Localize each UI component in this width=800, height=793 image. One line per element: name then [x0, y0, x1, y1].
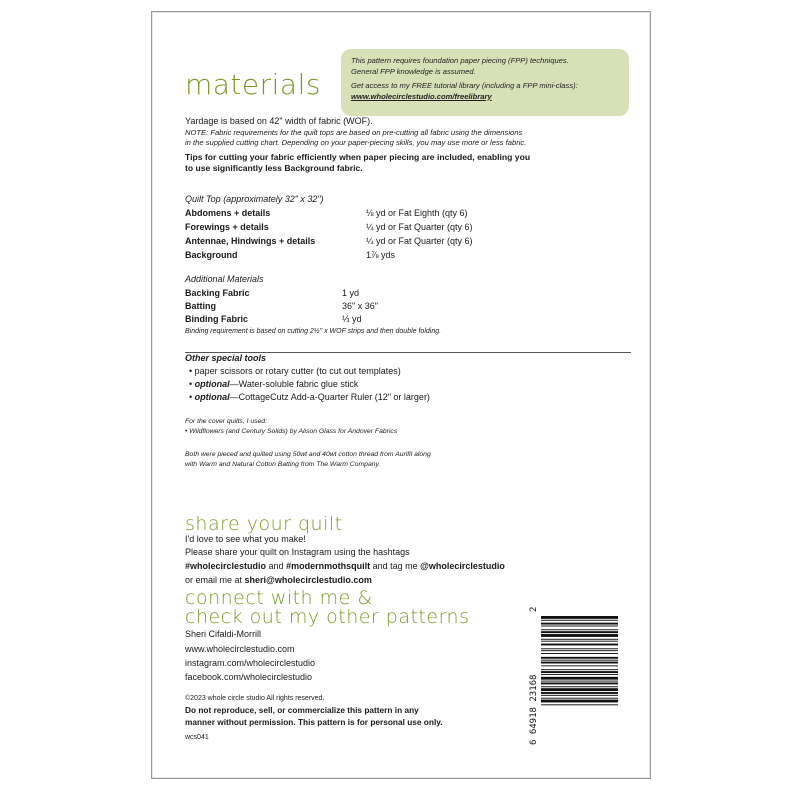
author-name: Sheri Cifaldi-Morrill [185, 629, 262, 639]
tool-item-2: • optional—Water-soluble fabric glue stick [189, 379, 359, 389]
barcode-bar [541, 634, 618, 637]
material-row [185, 221, 473, 233]
barcode-bar [541, 683, 618, 685]
material-label: Backing Fabric [185, 288, 250, 298]
tool-item-1: • paper scissors or rotary cutter (to cut out templates) [189, 366, 401, 376]
hashtag-modernmothsquilt[interactable]: #modernmothsquilt [286, 561, 371, 571]
cover-note-line-2: • Wildflowers (and Century Solids) by Alison Glass for Andover Fabrics [185, 428, 398, 435]
notice-line-2: General FPP knowledge is assumed. [351, 66, 476, 76]
cover-note-line-4: with Warm and Natural Cotton Batting from The Warm Company. [185, 461, 381, 468]
barcode-bar [541, 662, 618, 664]
copyright: ©2023 whole circle studio All rights reserved. [185, 695, 325, 702]
material-value: ¼ yd or Fat Quarter (qty 6) [366, 222, 473, 232]
share-email-line: or email me at sheri@wholecirclestudio.com [185, 575, 372, 585]
barcode-bar [541, 692, 618, 694]
material-value: ¼ yd or Fat Quarter (qty 6) [366, 236, 473, 246]
material-value: ⅓ yd [342, 314, 362, 324]
barcode-bar [541, 669, 618, 670]
fabric-note-line-1: NOTE: Fabric requirements for the quilt tops are based on pre-cutting all fabric using the dimensions [185, 128, 523, 137]
barcode-bar [541, 648, 618, 649]
barcode-check-digit: 2 [529, 606, 539, 612]
barcode-bar [541, 671, 618, 673]
barcode-bar [541, 660, 618, 661]
legal-line-2: manner without permission. This pattern is for personal use only. [185, 717, 443, 727]
barcode-digits: 6 64918 23168 [529, 674, 539, 745]
notice-line-1: This pattern requires foundation paper piecing (FPP) techniques. [351, 56, 569, 65]
cover-note-line-1: For the cover quilts, I used: [185, 418, 267, 425]
barcode-bar [541, 704, 618, 705]
tips-line-1: Tips for cutting your fabric efficiently when paper piecing are included, enabling you [185, 152, 531, 162]
pattern-code: wcs041 [185, 734, 209, 741]
email-link[interactable]: sheri@wholecirclestudio.com [244, 575, 372, 585]
barcode-bar [541, 631, 618, 633]
tool-item-3: • optional—CottageCutz Add-a-Quarter Ruler (12" or larger) [189, 392, 430, 402]
barcode-bar [541, 626, 618, 627]
binding-note: Binding requirement is based on cutting 2½" x WOF strips and then double folding. [185, 328, 442, 335]
tools-heading: Other special tools [185, 353, 267, 363]
upc-barcode [527, 612, 620, 747]
fabric-note-line-2: in the supplied cutting chart. Depending on your paper-piecing skills, you may use more or less fabric. [185, 138, 527, 147]
share-line-2: Please share your quilt on Instagram using the hashtags [185, 547, 410, 557]
share-line-1: I'd love to see what you make! [185, 534, 306, 544]
legal-line-1: Do not reproduce, sell, or commercialize this pattern in any [185, 705, 419, 715]
instagram-link[interactable]: instagram.com/wholecirclestudio [185, 658, 316, 668]
material-label: Antennae, Hindwings + details [185, 236, 316, 246]
material-row [185, 313, 362, 325]
material-value: 1⅞ yds [366, 250, 396, 260]
barcode-bar [541, 650, 618, 651]
material-value: 1 yd [342, 288, 360, 298]
tips-line-2: to use significantly less Background fabric. [185, 163, 363, 173]
barcode-bar [541, 665, 618, 666]
barcode-bar [541, 681, 618, 682]
barcode-bar [541, 644, 618, 646]
barcode-bar [541, 657, 618, 659]
website-link[interactable]: www.wholecirclestudio.com [185, 644, 295, 654]
barcode-bar [541, 674, 618, 675]
barcode-bar [541, 641, 618, 642]
material-label: Binding Fabric [185, 314, 248, 324]
barcode-bar [541, 700, 618, 703]
cover-note-line-3: Both were pieced and quilted using 50wt and 40wt cotton thread from Aurifil along [185, 451, 431, 458]
material-value: ⅛ yd or Fat Eighth (qty 6) [366, 208, 468, 218]
material-row [185, 249, 396, 261]
barcode-bar [541, 698, 618, 699]
material-label: Abdomens + details [185, 208, 271, 218]
material-row [185, 287, 360, 299]
barcode-bar [541, 620, 618, 621]
free-library-link[interactable]: www.wholecirclestudio.com/freelibrary [351, 91, 492, 101]
share-title: share your quilt [185, 513, 343, 535]
fpp-notice-box [341, 49, 629, 116]
hashtag-wholecirclestudio[interactable]: #wholecirclestudio [185, 561, 267, 571]
connect-title-line-2: check out my other patterns [185, 606, 470, 628]
barcode-bar [541, 623, 618, 625]
barcode-bar [541, 629, 618, 630]
material-row [185, 207, 468, 219]
materials-title: materials [185, 68, 321, 101]
facebook-link[interactable]: facebook.com/wholecirclestudio [185, 672, 313, 682]
material-label: Forewings + details [185, 222, 269, 232]
share-hashtags: #wholecirclestudio and #modernmothsquilt and tag me @wholecirclestudio [185, 561, 505, 571]
barcode-bar [541, 677, 618, 680]
material-value: 36" x 36" [342, 301, 378, 311]
barcode-bar [541, 688, 618, 691]
material-row [185, 300, 378, 312]
additional-materials-heading: Additional Materials [185, 274, 264, 284]
barcode-bar [541, 616, 618, 619]
instagram-handle[interactable]: @wholecirclestudio [420, 561, 505, 571]
barcode-bar [541, 639, 618, 640]
barcode-bar [541, 695, 618, 696]
barcode-bar [541, 653, 618, 654]
material-label: Background [185, 250, 238, 260]
material-row [185, 235, 473, 247]
material-label: Batting [185, 301, 216, 311]
pattern-back-cover [151, 11, 651, 779]
yardage-intro: Yardage is based on 42" width of fabric (WOF). [185, 116, 373, 126]
quilt-top-heading: Quilt Top (approximately 32" x 32") [185, 194, 324, 204]
notice-line-3: Get access to my FREE tutorial library (including a FPP mini-class): [351, 81, 578, 90]
barcode-bar [541, 686, 618, 687]
connect-title-line-1: connect with me & [185, 587, 373, 609]
